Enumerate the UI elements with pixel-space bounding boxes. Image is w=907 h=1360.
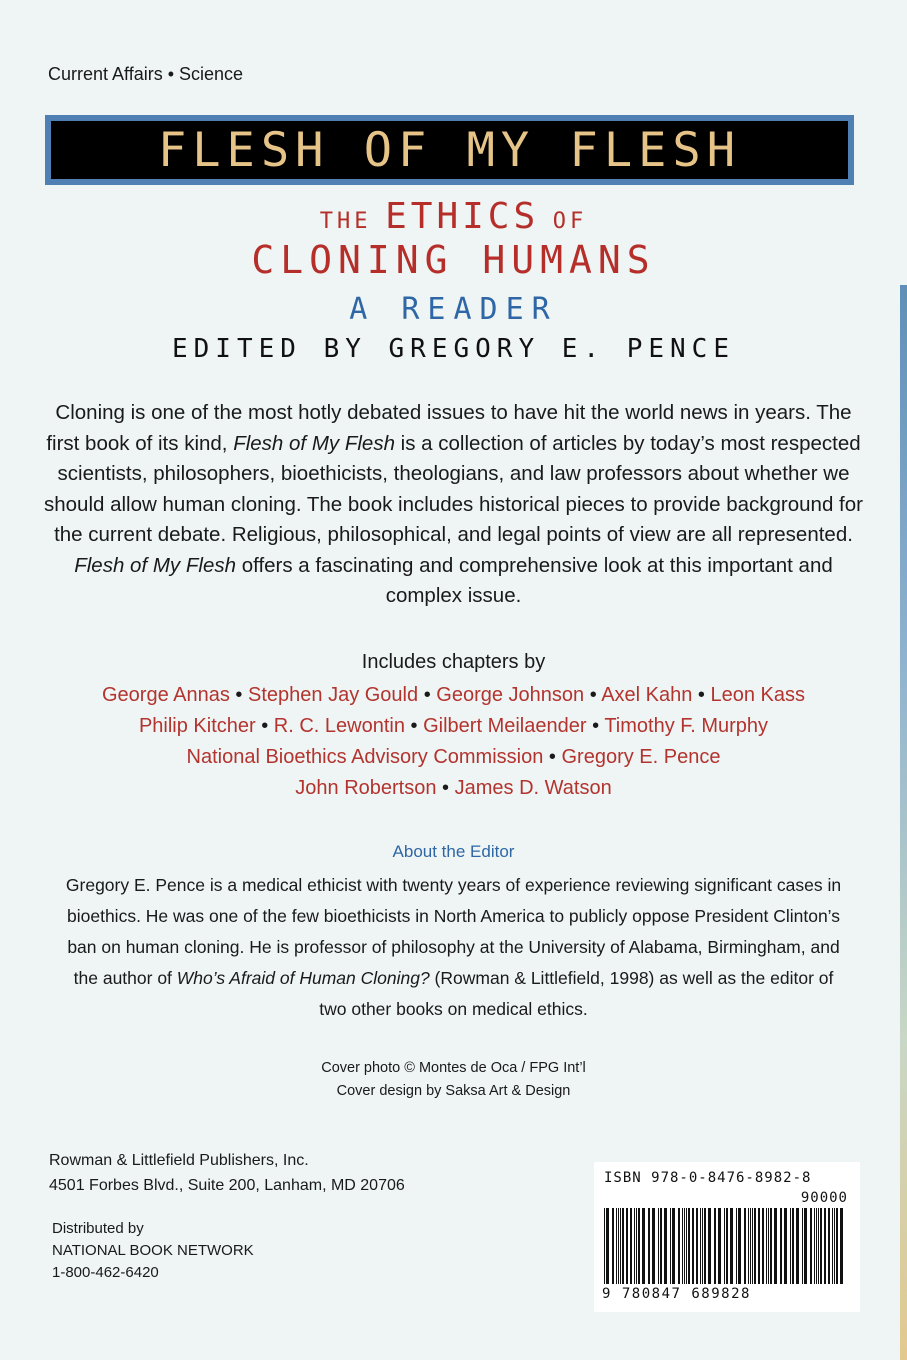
contributor: Leon Kass <box>710 684 806 706</box>
contributor: National Bioethics Advisory Commission <box>186 746 544 768</box>
separator-dot: • <box>410 715 418 737</box>
separator-dot: • <box>548 746 556 768</box>
subtitle-the: THE <box>319 209 372 234</box>
contributor: George Annas <box>101 684 230 706</box>
contributor-row <box>0 773 907 804</box>
separator-dot: • <box>261 715 269 737</box>
barcode-icon <box>604 1208 850 1284</box>
publisher-name: Rowman & Littlefield Publishers, Inc. <box>49 1152 309 1169</box>
design-credit: Cover design by Saksa Art & Design <box>336 1083 571 1099</box>
contributor: Gilbert Meilaender <box>423 715 587 737</box>
separator-dot: • <box>442 777 450 799</box>
about-text-2: (Rowman & Littlefield, 1998) as well as the editor of two other books on medical ethics. <box>319 968 834 1019</box>
contributor: Timothy F. Murphy <box>604 715 769 737</box>
description-text-2: is a collection of articles by today’s most respected scientists, philosophers, bioethicists, theologians, and law professors about whether we should allow human cloning. The book includes historical pieces to provide background for the current debate. Religious, philosophical, and legal points of view are all represented. <box>44 431 863 546</box>
subtitle-of: OF <box>552 209 588 234</box>
publisher-address: 4501 Forbes Blvd., Suite 200, Lanham, MD 20706 <box>49 1177 405 1194</box>
contributor-row <box>0 680 907 711</box>
subtitle-ethics: ETHICS <box>385 196 540 237</box>
subtitle-line-2: CLONING HUMANS <box>251 238 656 282</box>
distributor-name: NATIONAL BOOK NETWORK <box>52 1242 254 1259</box>
description-title-2: Flesh of My Flesh <box>74 553 237 577</box>
subtitle-line-1 <box>0 196 907 237</box>
contributor: Stephen Jay Gould <box>248 684 419 706</box>
about-editor-text <box>60 870 847 1025</box>
price-code: 90000 <box>800 1190 848 1206</box>
contributor: Gregory E. Pence <box>561 746 721 768</box>
cover-photo-edge <box>900 285 907 1360</box>
contributor: John Robertson <box>295 777 437 799</box>
barcode-panel <box>594 1162 860 1312</box>
description-text-1: Cloning is one of the most hotly debated issues to have hit the world news in years. The first book of its kind, <box>46 401 852 455</box>
description-text-3: offers a fascinating and comprehensive look at this important and complex issue. <box>236 553 833 607</box>
isbn-number: ISBN 978-0-8476-8982-8 <box>604 1170 812 1186</box>
distributor-phone: 1-800-462-6420 <box>52 1264 159 1281</box>
photo-credit: Cover photo © Montes de Oca / FPG Int’l <box>321 1060 586 1076</box>
category-label: Current Affairs • Science <box>48 64 244 84</box>
contributor: R. C. Lewontin <box>273 715 405 737</box>
about-editor-heading: About the Editor <box>392 842 515 861</box>
about-book-title: Who’s Afraid of Human Cloning? <box>176 968 430 988</box>
contributor-row <box>0 742 907 773</box>
description-title-1: Flesh of My Flesh <box>233 431 395 455</box>
distributor-label: Distributed by <box>52 1220 144 1237</box>
contributor: James D. Watson <box>454 777 612 799</box>
contributor: Philip Kitcher <box>138 715 256 737</box>
distributor-info <box>52 1218 254 1284</box>
book-description <box>40 398 867 612</box>
separator-dot: • <box>235 684 243 706</box>
cover-credits <box>0 1057 907 1103</box>
about-text-1: Gregory E. Pence is a medical ethicist with twenty years of experience reviewing significant cases in bioethics. He was one of the few bioethicists in North America to publicly oppose President Clinton’s ban on human cloning. He is professor of philosophy at the University of Alabama, Birmingham, and the author of <box>65 875 842 988</box>
barcode-digits: 9 780847 689828 <box>602 1286 751 1302</box>
editor-credit: EDITED BY GREGORY E. PENCE <box>172 334 735 364</box>
separator-dot: • <box>589 684 597 706</box>
contributor: Axel Kahn <box>601 684 693 706</box>
title-banner <box>45 115 854 185</box>
includes-heading: Includes chapters by <box>361 651 546 673</box>
contributor: George Johnson <box>436 684 585 706</box>
contributor-row <box>0 711 907 742</box>
subtitle-line-3: A READER <box>349 292 558 327</box>
separator-dot: • <box>592 715 600 737</box>
contributor-list <box>0 680 907 804</box>
separator-dot: • <box>697 684 705 706</box>
publisher-info <box>49 1148 405 1198</box>
separator-dot: • <box>423 684 431 706</box>
book-title: FLESH OF MY FLESH <box>157 122 742 178</box>
